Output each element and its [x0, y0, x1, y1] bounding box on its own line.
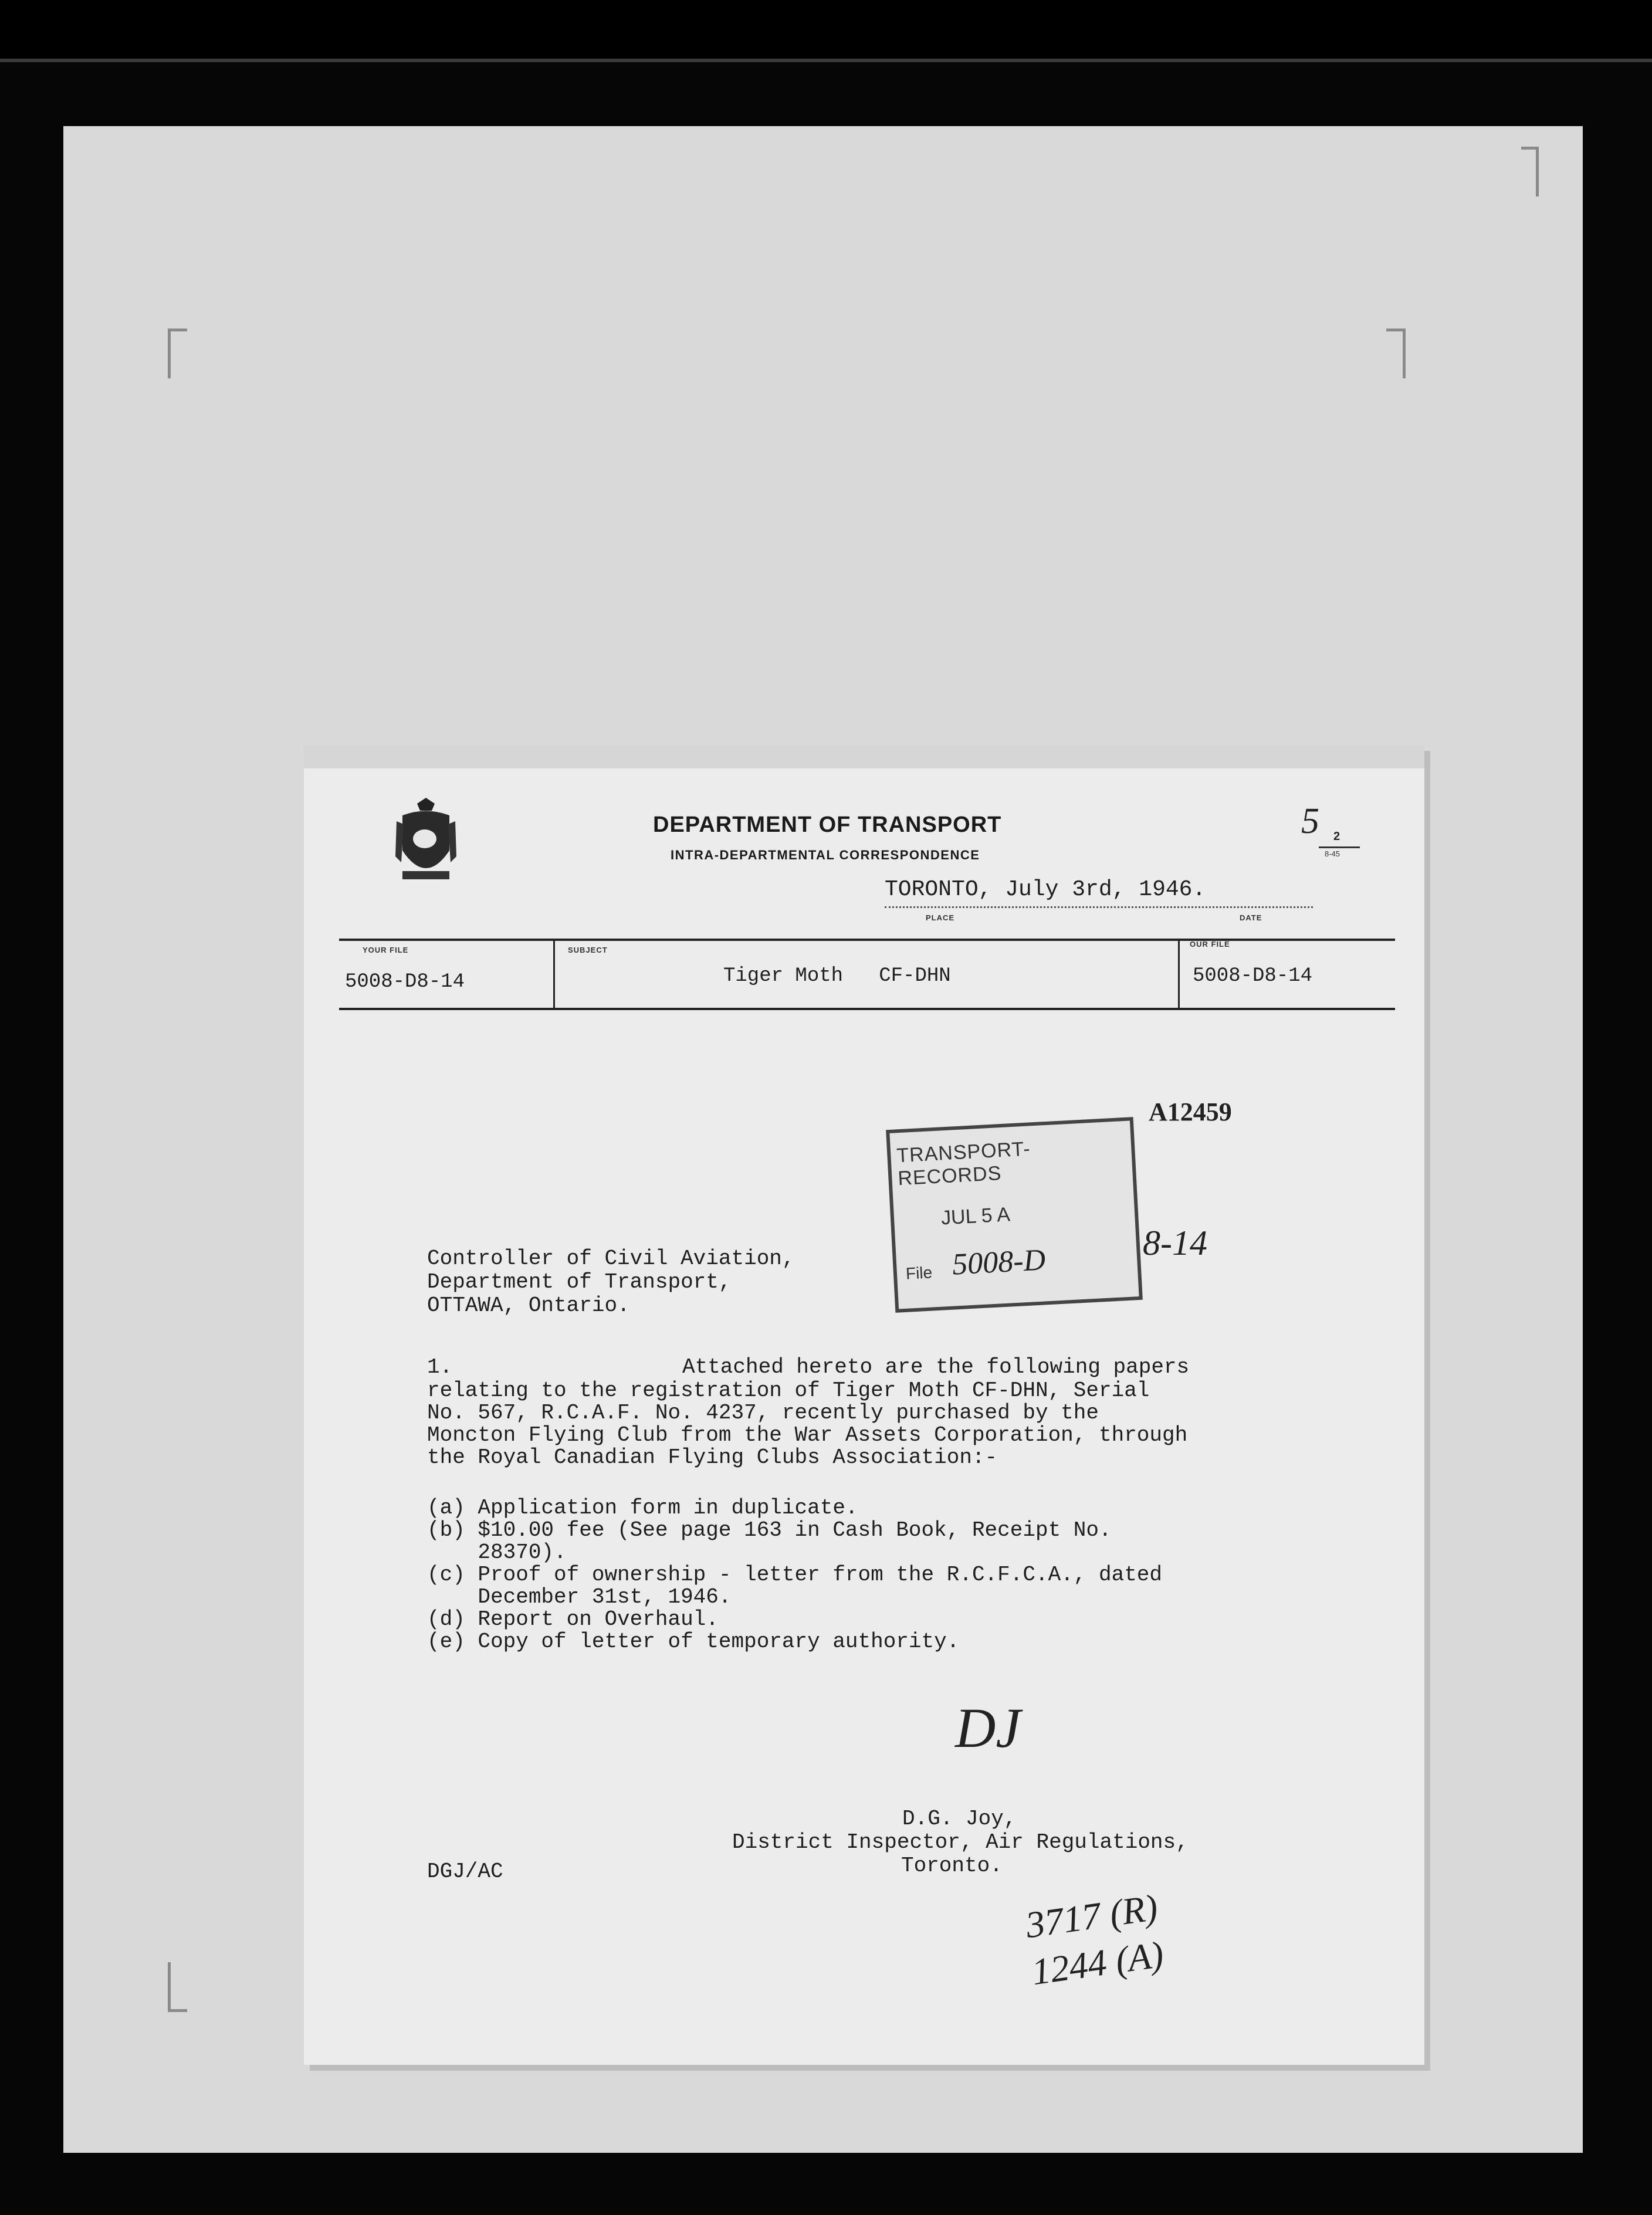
place-date-dotted-rule: [885, 906, 1313, 908]
list-item: (d) Report on Overhaul.: [427, 1607, 719, 1631]
body-line: relating to the registration of Tiger Moth CF-DHN, Serial: [427, 1379, 1150, 1403]
list-item: (a) Application form in duplicate.: [427, 1496, 858, 1520]
form-number-rule: [1319, 846, 1360, 848]
subject-label: SUBJECT: [568, 946, 608, 954]
body-line: Moncton Flying Club from the War Assets Corporation, through: [427, 1423, 1188, 1447]
stamp-header: TRANSPORT-RECORDS: [896, 1137, 1031, 1190]
crop-mark-top-left: [168, 328, 187, 378]
file-row-top-rule: [339, 939, 1395, 941]
list-item: (c) Proof of ownership - letter from the R.C.F.C.A., dated: [427, 1563, 1163, 1587]
recipient-line-3: OTTAWA, Ontario.: [427, 1293, 630, 1318]
your-file-label: YOUR FILE: [363, 946, 409, 954]
our-file-label: OUR FILE: [1190, 940, 1230, 949]
coat-of-arms-icon: [391, 798, 461, 886]
recipient-line-2: Department of Transport,: [427, 1270, 732, 1294]
form-code: 8-45: [1325, 849, 1340, 858]
file-row-divider-right: [1178, 939, 1180, 1010]
place-date-line: TORONTO, July 3rd, 1946.: [885, 877, 1206, 902]
subject-value: Tiger Moth CF-DHN: [723, 965, 951, 987]
crop-mark-top-right: [1386, 328, 1406, 378]
handwritten-note: 1244 (A): [1029, 1933, 1166, 1993]
place-label: PLACE: [926, 913, 955, 922]
correspondence-subtitle: INTRA-DEPARTMENTAL CORRESPONDENCE: [671, 848, 980, 862]
list-item: December 31st, 1946.: [427, 1585, 732, 1609]
stamp-file-label: File: [905, 1263, 933, 1283]
list-item: (e) Copy of letter of temporary authority.: [427, 1630, 960, 1654]
paragraph-number: 1.: [427, 1355, 453, 1379]
stamp-date: JUL 5 A: [940, 1203, 1011, 1230]
list-item: (b) $10.00 fee (See page 163 in Cash Book, Receipt No.: [427, 1518, 1112, 1542]
body-line: No. 567, R.C.A.F. No. 4237, recently purchased by the: [427, 1401, 1099, 1425]
department-title: DEPARTMENT OF TRANSPORT: [653, 812, 1002, 837]
stamp-file-handwritten-ext: 8-14: [1143, 1224, 1207, 1262]
crop-mark-corner-top-right: [1521, 147, 1539, 197]
crop-mark-bottom-left: [168, 1962, 187, 2012]
our-file-value: 5008-D8-14: [1193, 965, 1313, 987]
file-row-divider-left: [553, 939, 555, 1010]
your-file-value: 5008-D8-14: [345, 971, 465, 993]
signer-title: District Inspector, Air Regulations,: [732, 1830, 1189, 1854]
body-line: Attached hereto are the following papers: [682, 1355, 1190, 1379]
handwritten-initials: DJ: [955, 1696, 1021, 1759]
body-line: the Royal Canadian Flying Clubs Association:-: [427, 1445, 998, 1469]
stamp-file-handwritten: 5008-D: [951, 1243, 1047, 1282]
scanner-top-bar: [0, 0, 1652, 62]
list-item: 28370).: [427, 1540, 567, 1564]
form-number-sup: 2: [1333, 830, 1340, 843]
form-number-handwritten: 5: [1301, 801, 1319, 841]
file-row-bottom-rule: [339, 1008, 1395, 1010]
microfilm-sheet: [63, 126, 1583, 2153]
recipient-line-1: Controller of Civil Aviation,: [427, 1247, 795, 1271]
reference-initials: DGJ/AC: [427, 1860, 503, 1884]
records-stamp-number: A12459: [1149, 1098, 1232, 1126]
signer-name: D.G. Joy,: [902, 1807, 1017, 1831]
memo-page: [304, 745, 1424, 2065]
signer-city: Toronto.: [901, 1854, 1003, 1878]
transport-records-stamp: [886, 1117, 1143, 1313]
handwritten-note: 3717 (R): [1023, 1886, 1160, 1946]
date-label: DATE: [1240, 913, 1262, 922]
